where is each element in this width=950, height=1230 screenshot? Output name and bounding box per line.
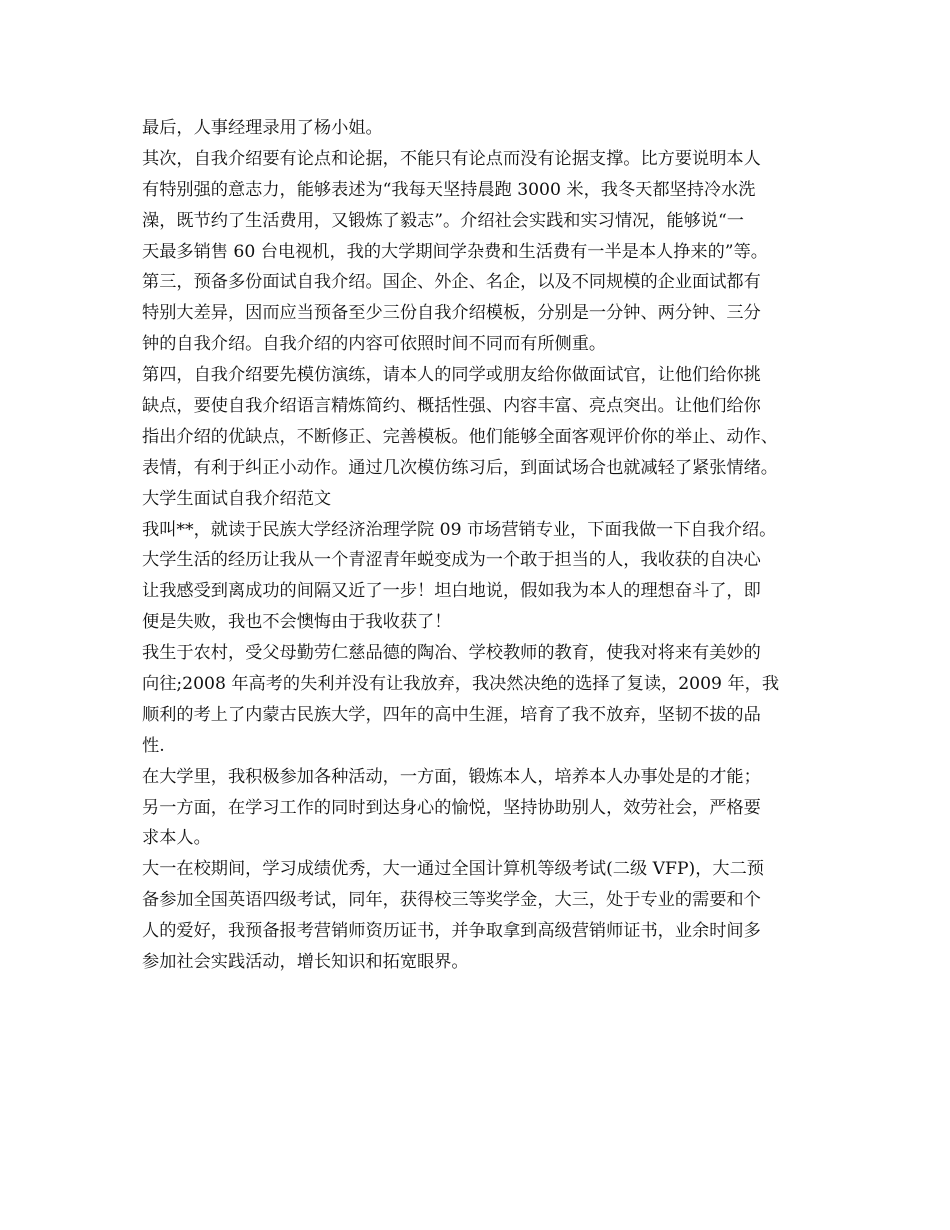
text-line: 缺点，要使自我介绍语言精炼简约、概括性强、内容丰富、亮点突出。让他们给你 bbox=[142, 396, 761, 417]
text-line: 钟的自我介绍。自我介绍的内容可依照时间不同而有所侧重。 bbox=[142, 334, 607, 355]
text-line: 我生于农村，受父母勤劳仁慈品德的陶冶、学校教师的教育，使我对将来有美妙的 bbox=[142, 643, 761, 664]
text-line: 人的爱好，我预备报考营销师资历证书，并争取拿到高级营销师证书，业余时间多 bbox=[142, 921, 761, 942]
text-line: 在大学里，我积极参加各种活动，一方面，锻炼本人，培养本人办事处是的才能； bbox=[142, 766, 761, 787]
text-line: 天最多销售 60 台电视机，我的大学期间学杂费和生活费有一半是本人挣来的”等。 bbox=[142, 241, 768, 262]
text-line: 第四，自我介绍要先模仿演练，请本人的同学或朋友给你做面试官，让他们给你挑 bbox=[142, 365, 761, 386]
text-line: 特别大差异，因而应当预备至少三份自我介绍模板，分别是一分钟、两分钟、三分 bbox=[142, 303, 761, 324]
text-line: 第三，预备多份面试自我介绍。国企、外企、名企，以及不同规模的企业面试都有 bbox=[142, 272, 761, 293]
text-line: 大一在校期间，学习成绩优秀，大一通过全国计算机等级考试(二级 VFP)，大二预 bbox=[142, 859, 764, 880]
text-line: 指出介绍的优缺点，不断修正、完善模板。他们能够全面客观评价你的举止、动作、 bbox=[142, 426, 778, 447]
text-line: 便是失败，我也不会懊悔由于我收获了！ bbox=[142, 612, 452, 633]
text-line: 有特别强的意志力，能够表述为“我每天坚持晨跑 3000 米，我冬天都坚持冷水洗 bbox=[142, 179, 756, 200]
text-line: 备参加全国英语四级考试，同年，获得校三等奖学金，大三，处于专业的需要和个 bbox=[142, 890, 761, 911]
text-line: 性. bbox=[142, 735, 165, 756]
text-line: 参加社会实践活动，增长知识和拓宽眼界。 bbox=[142, 952, 469, 973]
text-line: 我叫**，就读于民族大学经济治理学院 09 市场营销专业，下面我做一下自我介绍。 bbox=[142, 519, 777, 540]
text-line: 求本人。 bbox=[142, 828, 211, 849]
text-line: 大学生面试自我介绍范文 bbox=[142, 488, 332, 509]
text-line: 最后，人事经理录用了杨小姐。 bbox=[142, 118, 383, 138]
text-line: 向往;2008 年高考的失利并没有让我放弃，我决然决绝的选择了复读，2009 年，我 bbox=[142, 674, 780, 695]
text-line: 其次，自我介绍要有论点和论据，不能只有论点而没有论据支撑。比方要说明本人 bbox=[142, 148, 761, 169]
text-line: 表情，有利于纠正小动作。通过几次模仿练习后，到面试场合也就减轻了紧张情绪。 bbox=[142, 457, 778, 478]
text-line: 另一方面，在学习工作的同时到达身心的愉悦，坚持协助别人，效劳社会，严格要 bbox=[142, 797, 761, 818]
text-line: 澡，既节约了生活费用，又锻炼了毅志”。介绍社会实践和实习情况，能够说“一 bbox=[142, 210, 744, 231]
text-line: 让我感受到离成功的间隔又近了一步！坦白地说，假如我为本人的理想奋斗了，即 bbox=[142, 581, 761, 602]
text-line: 顺利的考上了内蒙古民族大学，四年的高中生涯，培育了我不放弃，坚韧不拔的品 bbox=[142, 704, 761, 725]
text-line: 大学生活的经历让我从一个青涩青年蜕变成为一个敢于担当的人，我收获的自决心 bbox=[142, 550, 761, 571]
document-body bbox=[142, 113, 822, 978]
